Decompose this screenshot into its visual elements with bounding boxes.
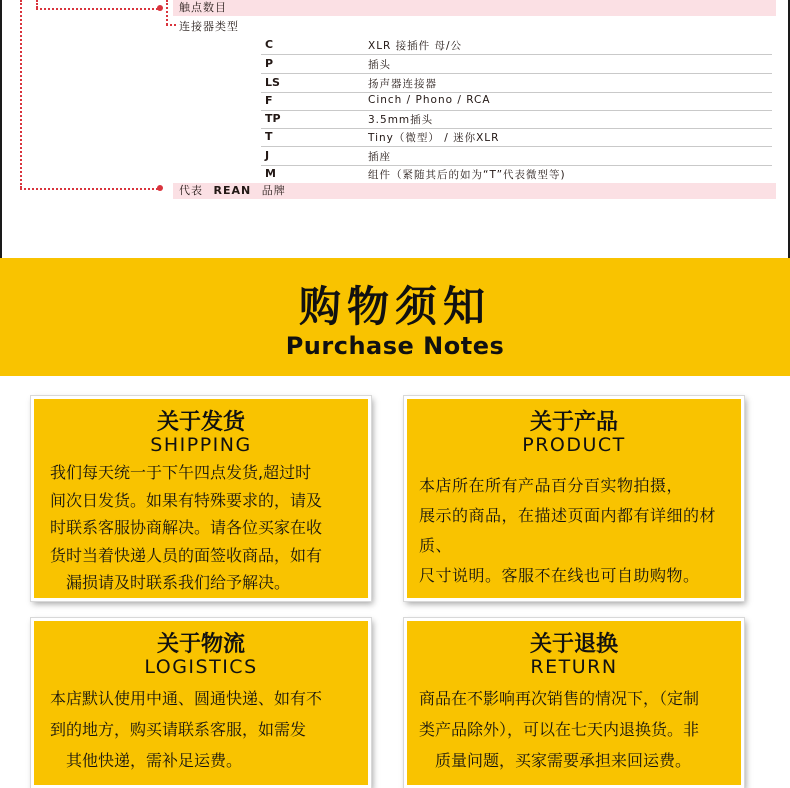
connector-desc: 3.5mm插头 bbox=[368, 114, 434, 126]
connector-row bbox=[261, 55, 772, 74]
bullet-dot bbox=[157, 5, 163, 11]
dotted-line bbox=[36, 0, 38, 8]
connector-type-label: 连接器类型 bbox=[179, 20, 239, 33]
card-line: 质量问题，买家需要承担来回运费。 bbox=[419, 751, 692, 770]
connector-row bbox=[261, 147, 772, 166]
card-line: 时联系客服协商解决。请各位买家在收 bbox=[50, 518, 323, 537]
connector-spec-section bbox=[0, 0, 790, 258]
connector-code: TP bbox=[265, 112, 281, 125]
connector-desc: 扬声器连接器 bbox=[368, 78, 437, 90]
card-line: 类产品除外），可以在七天内退换货。非 bbox=[419, 720, 700, 739]
connector-code: P bbox=[265, 57, 274, 70]
connector-row bbox=[261, 92, 772, 111]
card-line: 我们每天统一于下午四点发货,超过时 bbox=[50, 463, 312, 482]
dotted-line bbox=[36, 8, 158, 10]
card-product bbox=[404, 396, 744, 601]
card-line: 尺寸说明。客服不在线也可自助购物。 bbox=[419, 566, 700, 585]
connector-code: J bbox=[265, 149, 270, 162]
card-title-en: PRODUCT bbox=[522, 434, 626, 456]
dotted-line bbox=[20, 0, 22, 188]
card-return bbox=[404, 618, 744, 788]
brand-suffix: 品牌 bbox=[261, 184, 286, 197]
card-line: 间次日发货。如果有特殊要求的，请及 bbox=[50, 490, 323, 510]
dotted-line bbox=[20, 188, 158, 190]
contact-count-label: 触点数目 bbox=[179, 1, 227, 14]
card-body bbox=[50, 459, 354, 597]
card-title-en: SHIPPING bbox=[150, 434, 252, 456]
banner-title-en: Purchase Notes bbox=[285, 332, 505, 360]
connector-row bbox=[261, 165, 772, 184]
brand-bar bbox=[173, 183, 776, 199]
notes-cards-area bbox=[0, 376, 790, 774]
connector-code: T bbox=[265, 130, 273, 143]
connector-desc: 插头 bbox=[368, 59, 391, 71]
card-title-en: LOGISTICS bbox=[144, 656, 258, 678]
card-title-cn: 关于发货 bbox=[156, 410, 245, 435]
connector-code: LS bbox=[265, 76, 280, 89]
brand-name: REAN bbox=[213, 184, 252, 197]
contact-count-bar bbox=[173, 0, 776, 16]
card-title-en: RETURN bbox=[530, 656, 618, 678]
brand-prefix: 代表 bbox=[179, 184, 203, 197]
card-body bbox=[419, 471, 731, 591]
connector-desc: Cinch / Phono / RCA bbox=[368, 94, 491, 106]
card-line: 漏损请及时联系我们给予解决。 bbox=[50, 573, 291, 592]
banner-title-cn: 购物须知 bbox=[298, 282, 491, 331]
card-body bbox=[50, 683, 354, 776]
brand-line bbox=[179, 183, 286, 199]
card-line: 本店默认使用中通、圆通快递、如有不 bbox=[50, 689, 323, 708]
dotted-line bbox=[166, 24, 176, 26]
connector-desc: 插座 bbox=[368, 151, 391, 163]
card-line: 货时当着快递人员的面签收商品，如有 bbox=[50, 545, 323, 565]
card-line: 商品在不影响再次销售的情况下，（定制 bbox=[419, 689, 700, 708]
card-line: 本店所在所有产品百分百实物拍摄， bbox=[419, 476, 684, 495]
dotted-line bbox=[166, 0, 168, 25]
frame-left-border bbox=[0, 0, 2, 258]
connector-desc: XLR 接插件 母/公 bbox=[368, 40, 463, 52]
card-line: 到的地方，购买请联系客服，如需发 bbox=[50, 720, 307, 739]
card-shipping bbox=[31, 396, 371, 601]
card-line: 展示的商品，在描述页面内都有详细的材质、 bbox=[419, 506, 717, 555]
purchase-notes-banner bbox=[0, 258, 790, 376]
card-logistics bbox=[31, 618, 371, 788]
connector-row bbox=[261, 128, 772, 147]
connector-row bbox=[261, 110, 772, 129]
connector-desc: 组件（紧随其后的如为“T”代表微型等) bbox=[368, 169, 566, 181]
card-body bbox=[419, 683, 727, 776]
bullet-dot bbox=[157, 185, 163, 191]
connector-row bbox=[261, 74, 772, 93]
card-title-cn: 关于产品 bbox=[529, 410, 618, 435]
card-title-cn: 关于退换 bbox=[529, 632, 618, 657]
connector-code: C bbox=[265, 38, 274, 51]
connector-row bbox=[261, 36, 772, 55]
card-title-cn: 关于物流 bbox=[156, 632, 245, 657]
connector-code: F bbox=[265, 94, 273, 107]
connector-desc: Tiny（微型） / 迷你XLR bbox=[368, 132, 500, 144]
card-line: 其他快递，需补足运费。 bbox=[50, 751, 243, 770]
connector-code: M bbox=[265, 167, 276, 180]
